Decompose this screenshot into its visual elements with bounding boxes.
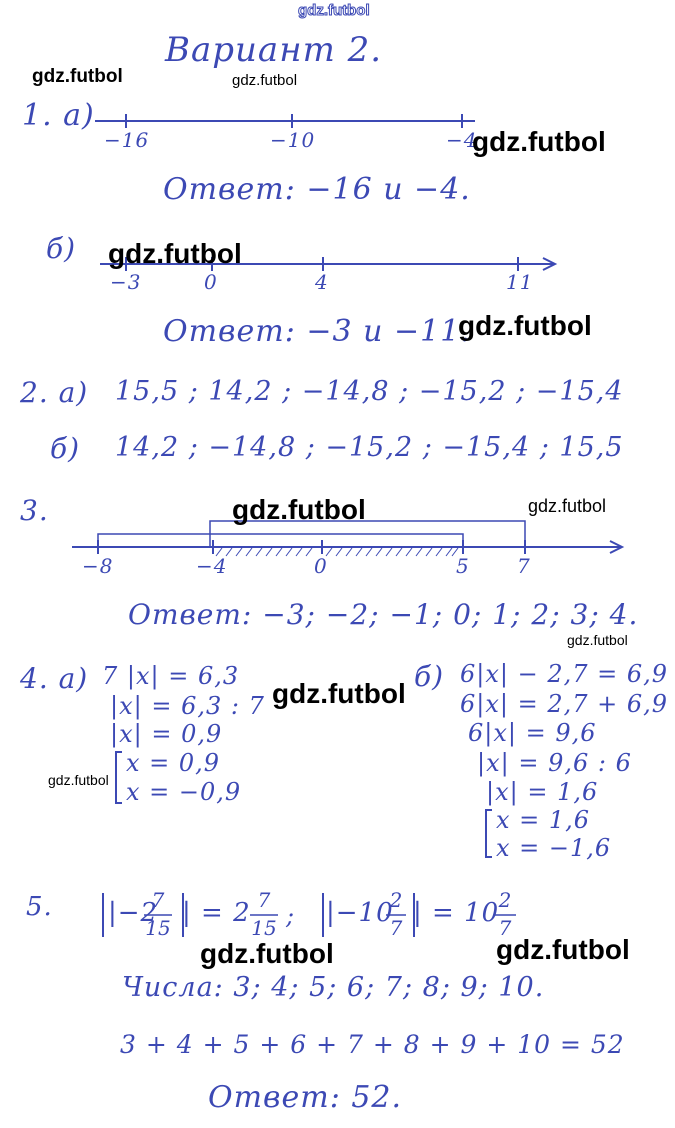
task5-label: 5. — [26, 892, 53, 922]
watermark: gdz.futbol — [528, 496, 607, 516]
task2-line-a: 15,5 ; 14,2 ; −14,8 ; −15,2 ; −15,4 — [115, 376, 624, 407]
tick-label: 0 — [314, 554, 328, 578]
watermark: gdz.futbol — [272, 678, 406, 709]
task5-frac4-num: 2 — [498, 888, 512, 912]
task5-expr2-prefix: |−10 — [326, 898, 394, 928]
task5-numbers: Числа: 3; 4; 5; 6; 7; 8; 9; 10. — [122, 972, 545, 1003]
task2-line-b: 14,2 ; −14,8 ; −15,2 ; −15,4 ; 15,5 — [115, 432, 624, 463]
tick-label: −4 — [446, 128, 478, 152]
watermark: gdz.futbol — [567, 632, 628, 648]
task5-sum: 3 + 4 + 5 + 6 + 7 + 8 + 9 + 10 = 52 — [120, 1030, 625, 1059]
task4-b-line: 6|x| − 2,7 = 6,9 — [460, 660, 669, 688]
watermark: gdz.futbol — [472, 126, 606, 157]
task1-answer-a: Ответ: −16 и −4. — [163, 172, 471, 207]
watermark: gdz.futbol — [458, 310, 592, 341]
task4-a-line: |x| = 6,3 : 7 — [110, 692, 265, 720]
hatch — [216, 548, 458, 556]
tick-label: −16 — [104, 128, 150, 152]
watermark: gdz.futbol — [232, 72, 298, 89]
task5-expr1-prefix: |−2 — [108, 898, 159, 928]
watermark: gdz.futbol — [200, 938, 334, 969]
tick-label: 0 — [204, 270, 218, 294]
task4-a-line: x = −0,9 — [126, 778, 242, 806]
tick-label: −10 — [270, 128, 316, 152]
task5-expr1-mid: | = 2 — [182, 898, 251, 928]
task3-label: 3. — [20, 494, 49, 527]
task5-separator: ; — [286, 902, 296, 930]
tick-label: 5 — [456, 554, 470, 578]
task4-b-line: |x| = 9,6 : 6 — [477, 749, 632, 777]
task4-b-line: |x| = 1,6 — [486, 778, 599, 806]
task4-label-a: 4. а) — [20, 662, 89, 695]
watermark: gdz.futbol — [48, 772, 109, 788]
task2-label-a: 2. а) — [20, 376, 89, 409]
task4-b-line: 6|x| = 9,6 — [468, 719, 597, 747]
task5-frac2-num: 7 — [257, 888, 271, 912]
task4-b-line: 6|x| = 2,7 + 6,9 — [460, 690, 669, 718]
task4-b-line: x = 1,6 — [496, 806, 591, 834]
watermark: gdz.futbol — [496, 934, 630, 965]
watermark: gdz.futbol — [32, 66, 123, 87]
task4-a-line: x = 0,9 — [126, 749, 221, 777]
watermark: gdz.futbol — [232, 494, 366, 525]
task1-answer-b: Ответ: −3 и −11. — [163, 314, 471, 349]
task2-label-b: б) — [50, 432, 81, 465]
task5-frac4-den: 7 — [498, 916, 512, 940]
task4-a-line: 7 |x| = 6,3 — [102, 662, 240, 690]
task5-frac1-den: 15 — [145, 916, 171, 940]
task4-a-line: |x| = 0,9 — [110, 720, 223, 748]
watermark: gdz.futbol — [108, 238, 242, 269]
task1-label-a: 1. а) — [22, 98, 95, 133]
task5-frac2-den: 15 — [251, 916, 277, 940]
task5-expr2-mid: | = 10 — [413, 898, 500, 928]
tick-label: 4 — [315, 270, 329, 294]
task5-answer: Ответ: 52. — [208, 1080, 403, 1115]
task4-label-b: б) — [414, 660, 445, 693]
watermark: gdz.futbol — [298, 2, 370, 19]
task4-b-line: x = −1,6 — [496, 834, 612, 862]
page-title: Вариант 2. — [165, 30, 383, 70]
tick-label: −4 — [196, 554, 228, 578]
tick-label: 7 — [517, 554, 531, 578]
tick-label: −3 — [110, 270, 142, 294]
task5-frac1-num: 7 — [151, 888, 165, 912]
tick-label: 11 — [506, 270, 534, 294]
task5-frac3-den: 7 — [389, 916, 403, 940]
task5-frac3-num: 2 — [389, 888, 403, 912]
task1-label-b: б) — [46, 232, 77, 265]
tick-label: −8 — [82, 554, 114, 578]
task3-answer: Ответ: −3; −2; −1; 0; 1; 2; 3; 4. — [128, 598, 639, 631]
